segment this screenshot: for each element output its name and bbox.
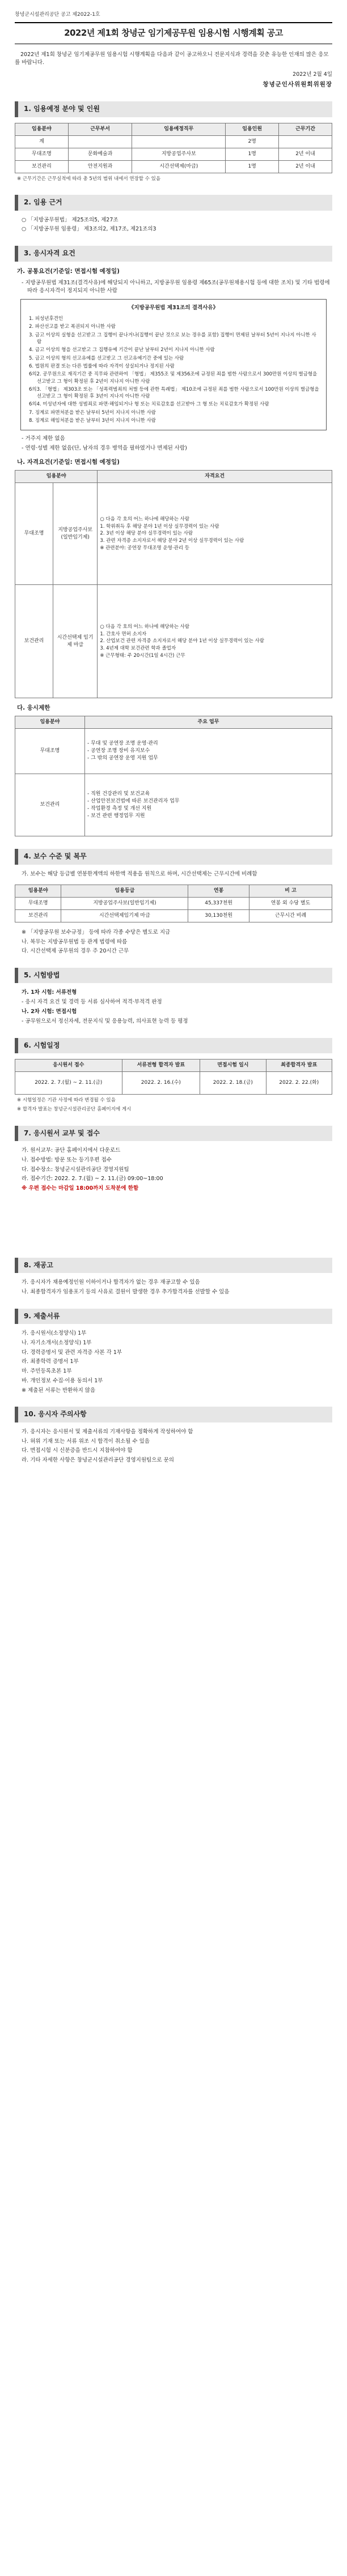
list-item: 3. 금고 이상의 실형을 선고받고 그 집행이 끝나거나(집행이 끝난 것으로 보는 경우를 포함) 집행이 면제된 날부터 5년이 지나지 아니한 사람 — [29, 332, 316, 345]
table-note: ※ 근무기간은 근무실적에 따라 총 5년의 범위 내에서 연장할 수 있음 — [17, 176, 161, 182]
table-row: 보건관리 안전지원과 시간선택제(마급) 1명 2년 이내 — [15, 160, 332, 173]
list-item: 6의2. 공무원으로 재직기간 중 직무와 관련하여 「형법」 제355조 및 제356조에 규정된 죄를 범한 사람으로서 300만원 이상의 벌금형을 선고받고 그 형이 확정된 후 2년이 지나지 아니한 사람 — [29, 371, 318, 385]
section-8-heading: 8. 재공고 — [15, 1258, 332, 1273]
section-4-heading: 4. 보수 수준 및 복무 — [15, 849, 332, 864]
col-header: 임용분야 — [15, 716, 85, 729]
section-1-heading: 1. 임용예정 분야 및 인원 — [15, 101, 332, 117]
list-item: 다. 접수장소: 창녕군시설관리공단 경영지원팀 — [22, 1166, 129, 1173]
list-item: 마. 주민등록초본 1부 — [22, 1368, 72, 1375]
list-item: 다. 경력증명서 및 관련 자격증 사본 각 1부 — [22, 1349, 122, 1356]
list-item: 가. 보수는 해당 등급별 연봉한계액의 하한액 적용을 원칙으로 하며, 시간선택제는 근무시간에 비례함 — [22, 870, 257, 877]
list-item: 나. 접수방법: 방문 또는 등기우편 접수 — [22, 1156, 112, 1163]
subsection-heading: 가. 공통요건(기준일: 면접시험 예정일) — [17, 267, 120, 275]
schedule-table — [15, 1059, 332, 1095]
page-title: 2022년 제1회 창녕군 임기제공무원 임용시험 시행계획 공고 — [15, 22, 332, 44]
col-header: 서류전형 합격자 발표 — [122, 1059, 200, 1071]
list-item: 가. 응시원서(소정양식) 1부 — [22, 1330, 87, 1337]
list-item: 가. 응시자는 응시원서 및 제출서류의 기재사항을 정확하게 작성하여야 함 — [22, 1428, 193, 1435]
list-item: 바. 개인정보 수집·이용 동의서 1부 — [22, 1377, 103, 1384]
intro-text: 2022년 제1회 창녕군 임기제공무원 임용시험 시행계획을 다음과 같이 공고하오니 전문지식과 경력을 갖춘 유능한 인재의 많은 응모를 바랍니다. — [15, 51, 329, 66]
list-item: ※ 「지방공무원 보수규정」 등에 따라 각종 수당은 별도로 지급 — [22, 929, 171, 935]
col-header: 임용분야 — [15, 471, 98, 483]
section-10-heading: 10. 응시자 주의사항 — [15, 1407, 332, 1422]
list-item: 나. 최종합격자가 임용포기 등의 사유로 결원이 발생한 경우 추가합격자를 선발할 수 있음 — [22, 1288, 230, 1295]
box-title: 《지방공무원법 제31조의 결격사유》 — [128, 305, 219, 311]
subsection-heading: 나. 자격요건(기준일: 면접시험 예정일) — [17, 458, 120, 465]
list-item: 라. 최종학력 증명서 1부 — [22, 1359, 79, 1365]
subsection-heading: 다. 응시제한 — [17, 704, 50, 712]
list-item: 6. 법원의 판결 또는 다른 법률에 따라 자격이 상실되거나 정지된 사람 — [29, 363, 175, 369]
section-5-heading: 5. 시험방법 — [15, 968, 332, 983]
section-2-heading: 2. 임용 근거 — [15, 195, 332, 210]
list-item: 나. 자기소개서(소정양식) 1부 — [22, 1339, 92, 1346]
section-3-heading: 3. 응시자격 요건 — [15, 246, 332, 261]
list-item: - 지방공무원법 제31조(결격사유)에 해당되지 아니하고, 지방공무원 임용령 제65조(공무원채용시험 등에 대한 조치) 및 기타 법령에 따라 응시자격이 정지되지 아니한 사람 — [22, 279, 330, 294]
table-row: 2022. 2. 7.(월) ~ 2. 11.(금) 2022. 2. 16.(수) 2022. 2. 18.(금) 2022. 2. 22.(화) — [15, 1071, 332, 1094]
col-header: 자격요건 — [98, 471, 332, 483]
col-header: 근무기간 — [279, 123, 332, 135]
col-header: 임용분야 — [15, 123, 69, 135]
notice-number: 창녕군시설관리공단 공고 제2022-1호 — [15, 12, 100, 18]
list-item: 라. 기타 자세한 사항은 창녕군시설관리공단 경영지원팀으로 문의 — [22, 1457, 174, 1464]
intro-section — [15, 51, 332, 89]
list-item: ○ 「지방공무원법」 제25조의5, 제27조 — [22, 216, 119, 223]
list-item: 가. 원서교부: 공단 홈페이지에서 다운로드 — [22, 1147, 121, 1154]
warning-text: ※ 우편 접수는 마감일 18:00까지 도착분에 한함 — [22, 1185, 139, 1192]
col-header: 근무부서 — [68, 123, 132, 135]
table-note: ※ 합격자 발표는 창녕군시설관리공단 홈페이지에 게시 — [17, 1107, 132, 1113]
salary-table — [15, 885, 332, 922]
issuer-signature: 창녕군인사위원회위원장 — [263, 81, 332, 88]
list-item: 가. 1차 시험: 서류전형 — [22, 989, 77, 996]
disqualification-box — [20, 299, 327, 430]
list-item: 8. 징계로 해임처분을 받은 날부터 3년이 지나지 아니한 사람 — [29, 418, 156, 424]
table-row: 보건관리 시간선택제 임기제 마급 ○ 다음 각 호의 어느 하나에 해당하는 사람 1. 간호사 면허 소지자 2. 산업보건 관련 자격증 소지자로서 해당 분야 1년 이상 실무경력이 있는 사람 3. 4년제 대학 보건관련 학과 졸업자 ※ 근무형태: 주 20시간(1일 4시간) 근무 — [15, 585, 332, 698]
section-9-heading: 9. 제출서류 — [15, 1309, 332, 1324]
col-header: 주요 업무 — [84, 716, 332, 729]
list-item: 나. 허위 기재 또는 서류 위조 시 합격이 취소될 수 있음 — [22, 1438, 150, 1445]
list-item: 7. 징계로 파면처분을 받은 날부터 5년이 지나지 아니한 사람 — [29, 409, 156, 416]
list-item: 나. 2차 시험: 면접시험 — [22, 1008, 77, 1015]
section-7-heading: 7. 응시원서 교부 및 접수 — [15, 1126, 332, 1141]
list-item: - 응시 자격 요건 및 경력 등 서류 심사하여 적격·부적격 판정 — [22, 999, 162, 1006]
list-item: 1. 피성년후견인 — [29, 316, 64, 322]
table-row: 계 2명 — [15, 135, 332, 148]
list-item: ○ 「지방공무원 임용령」 제3조의2, 제17조, 제21조의3 — [22, 226, 156, 233]
list-item: ※ 제출된 서류는 반환하지 않음 — [22, 1387, 96, 1394]
list-item: 다. 면접시험 시 신분증을 반드시 지참하여야 함 — [22, 1447, 133, 1454]
table-row: 보건관리 - 직원 건강관리 및 보건교육 - 산업안전보건법에 따른 보건관리자 업무 - 작업환경 측정 및 개선 지원 - 보건 관련 행정업무 지원 — [15, 774, 332, 836]
list-item: 4. 금고 이상의 형을 선고받고 그 집행유예 기간이 끝난 날부터 2년이 지나지 아니한 사람 — [29, 347, 215, 353]
list-item: 2. 파산선고를 받고 복권되지 아니한 사람 — [29, 324, 116, 330]
col-header: 면접시험 일시 — [200, 1059, 266, 1071]
table-note: ※ 시험일정은 기관 사정에 따라 변경될 수 있음 — [17, 1097, 116, 1103]
list-item: - 연령·성별 제한 없음(단, 남자의 경우 병역을 필하였거나 면제된 사람) — [22, 445, 187, 452]
col-header: 비 고 — [249, 885, 332, 897]
list-item: 라. 접수기간: 2022. 2. 7.(월) ~ 2. 11.(금) 09:00~18:00 — [22, 1176, 163, 1182]
announce-date: 2022년 2월 4일 — [293, 71, 332, 78]
col-header: 최종합격자 발표 — [266, 1059, 332, 1071]
recruitment-table — [15, 123, 332, 173]
table-row: 무대조명 지방공업주사보 (일반임기제) ○ 다음 각 호의 어느 하나에 해당하는 사람 1. 학위취득 후 해당 분야 1년 이상 실무경력이 있는 사람 2. 3년 이상 해당 분야 실무경력이 있는 사람 3. 관련 자격증 소지자로서 해당 분야 2년 이상 실무경력이 있는 사람 ※ 관련분야: 공연장 무대조명 운영·관리 등 — [15, 483, 332, 585]
list-item: 다. 시간선택제 공무원의 경우 주 20시간 근무 — [22, 948, 129, 955]
table-row: 무대조명 지방공업주사보(일반임기제) 45,337천원 연봉 외 수당 별도 — [15, 897, 332, 909]
table-row: 보건관리 시간선택제임기제 마급 30,130천원 근무시간 비례 — [15, 909, 332, 922]
col-header: 연봉 — [188, 885, 249, 897]
table-row: 무대조명 - 무대 및 공연장 조명 운영·관리 - 공연장 조명 장비 유지보수 - 그 밖의 공연장 운영 지원 업무 — [15, 729, 332, 774]
list-item: 가. 응시자가 채용예정인원 이하이거나 합격자가 없는 경우 재공고할 수 있음 — [22, 1279, 200, 1286]
col-header: 임용등급 — [61, 885, 188, 897]
list-item: 6의4. 미성년자에 대한 성범죄로 파면·해임되거나 형 또는 치료감호를 선고받아 그 형 또는 치료감호가 확정된 사람 — [29, 401, 269, 408]
col-header: 임용분야 — [15, 885, 61, 897]
table-row: 무대조명 문화예술과 지방공업주사보 1명 2년 이내 — [15, 148, 332, 160]
list-item: 5. 금고 이상의 형의 선고유예를 선고받고 그 선고유예기간 중에 있는 사람 — [29, 355, 184, 361]
col-header: 임용인원 — [226, 123, 279, 135]
section-6-heading: 6. 시험일정 — [15, 1038, 332, 1053]
list-item: - 거주지 제한 없음 — [22, 435, 65, 442]
list-item: 6의3. 「형법」 제303조 또는 「성폭력범죄의 처벌 등에 관한 특례법」 제10조에 규정된 죄를 범한 사람으로서 100만원 이상의 벌금형을 선고받고 그 형이 확정된 후 3년이 지나지 아니한 사람 — [29, 386, 319, 400]
col-header: 응시원서 접수 — [15, 1059, 122, 1071]
col-header: 임용예정직무 — [132, 123, 226, 135]
list-item: - 공무원으로서 정신자세, 전문지식 및 응용능력, 의사표현 능력 등 평정 — [22, 1018, 188, 1024]
list-item: 나. 복무는 지방공무원법 등 관계 법령에 따름 — [22, 938, 128, 945]
duty-table — [15, 716, 332, 836]
qualification-table — [15, 470, 332, 698]
